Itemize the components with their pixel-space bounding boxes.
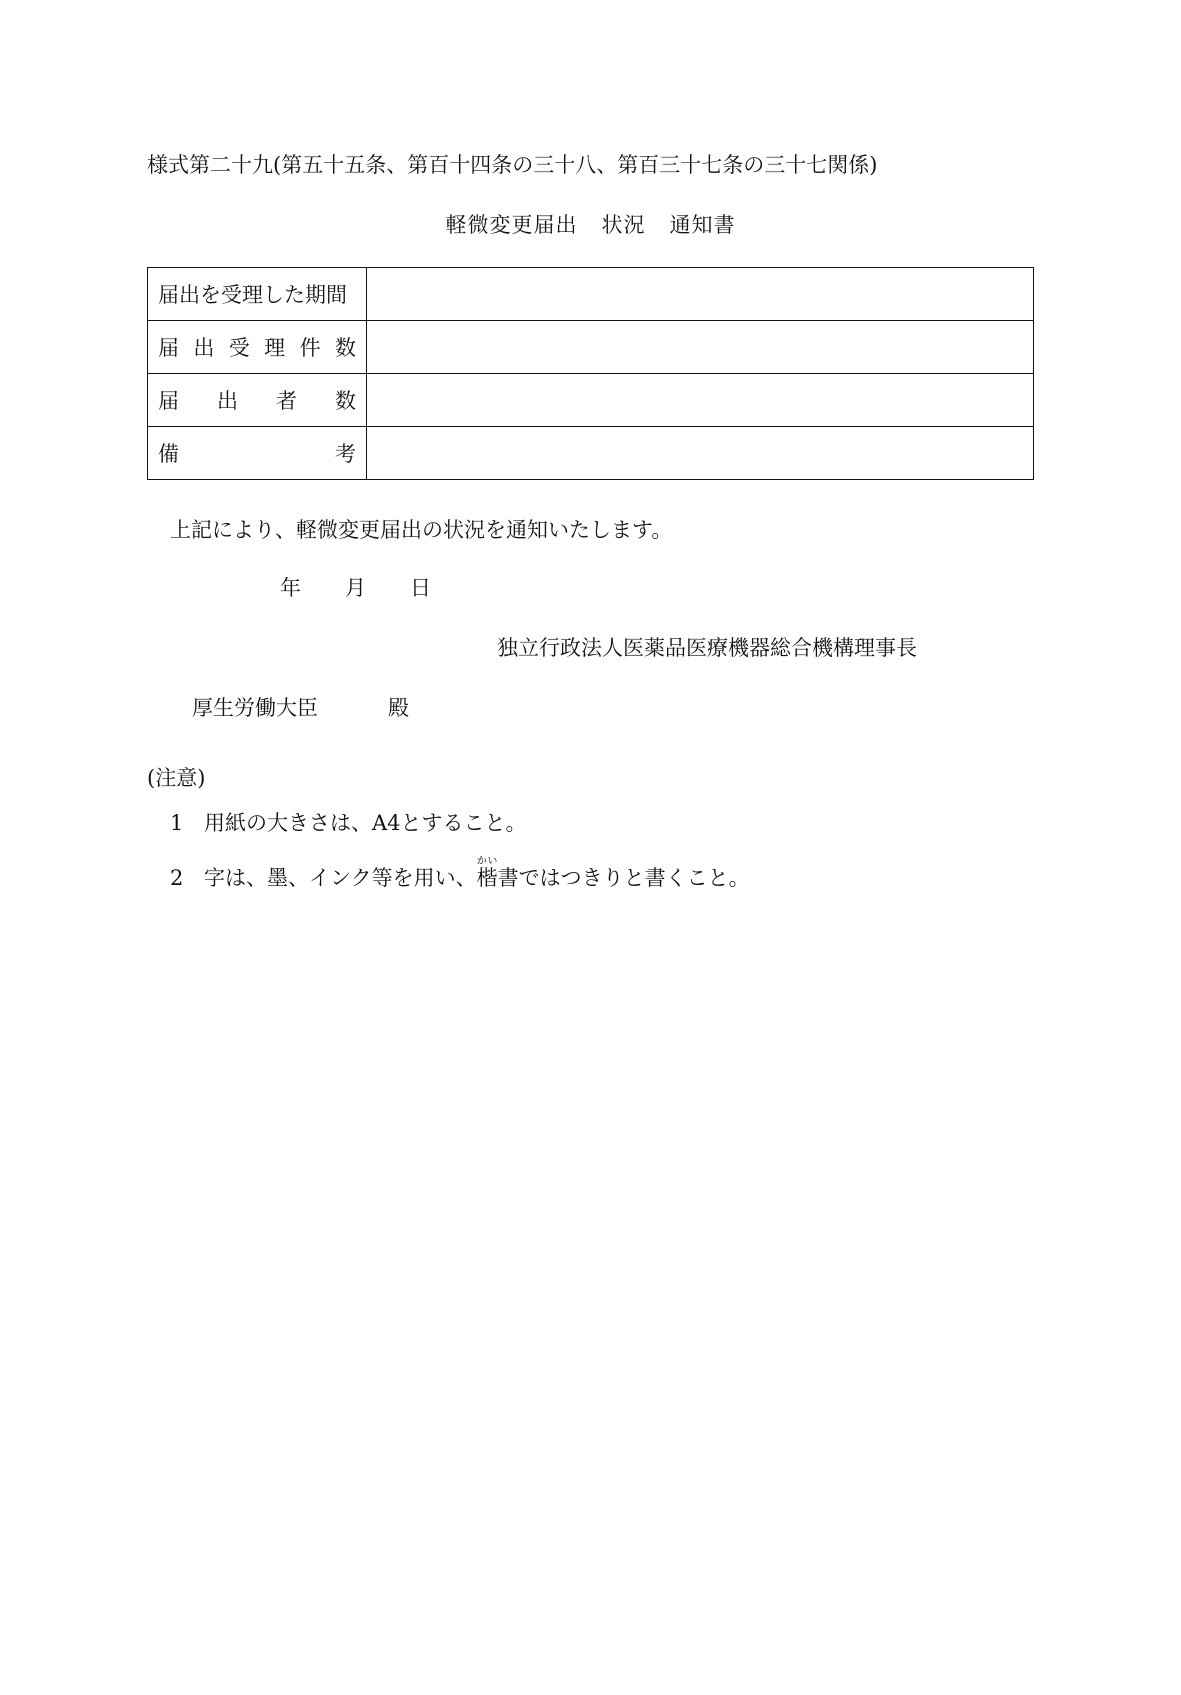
note-text-after: 書ではつきりと書くこと。 — [497, 866, 750, 890]
value-received-count[interactable] — [367, 321, 1034, 374]
note-text-before: 字は、墨、インク等を用い、 — [204, 866, 477, 890]
date-month: 月 — [345, 576, 366, 600]
notice-text: 上記により、軽微変更届出の状況を通知いたします。 — [170, 518, 673, 542]
date-year: 年 — [280, 576, 301, 600]
note-item-2 — [170, 856, 750, 891]
issuer-name: 独立行政法人医薬品医療機器総合機構理事長 — [497, 636, 917, 660]
document-title — [0, 212, 1181, 238]
title-part-1: 軽微変更届出 — [445, 213, 578, 237]
notes-heading: (注意) — [147, 766, 206, 790]
label-remarks: 備 考 — [148, 427, 367, 480]
form-header: 様式第二十九(第五十五条、第百十四条の三十八、第百三十七条の三十七関係) — [147, 153, 878, 177]
date-line — [280, 575, 431, 601]
value-filer-count[interactable] — [367, 374, 1034, 427]
value-received-period[interactable] — [367, 268, 1034, 321]
title-part-3: 通知書 — [669, 213, 736, 237]
table-row — [148, 321, 1034, 374]
table-row — [148, 374, 1034, 427]
note-number: 1 — [170, 811, 184, 835]
title-part-2: 状況 — [601, 213, 646, 237]
note-number: 2 — [170, 866, 184, 890]
addressee — [192, 695, 409, 721]
ruby-reading: かい — [476, 856, 498, 867]
label-received-period: 届出を受理した期間 — [148, 268, 367, 321]
addressee-name: 厚生労働大臣 — [192, 696, 318, 720]
table-row — [148, 268, 1034, 321]
ruby-kanji: 楷かい — [476, 856, 498, 890]
note-text: 用紙の大きさは、A4とすること。 — [204, 811, 527, 835]
date-day: 日 — [410, 576, 431, 600]
value-remarks[interactable] — [367, 427, 1034, 480]
table-row — [148, 427, 1034, 480]
report-table — [147, 267, 1034, 480]
note-item-1 — [170, 810, 527, 836]
label-received-count: 届 出 受 理 件 数 — [148, 321, 367, 374]
addressee-honorific: 殿 — [388, 696, 409, 720]
label-filer-count: 届 出 者 数 — [148, 374, 367, 427]
